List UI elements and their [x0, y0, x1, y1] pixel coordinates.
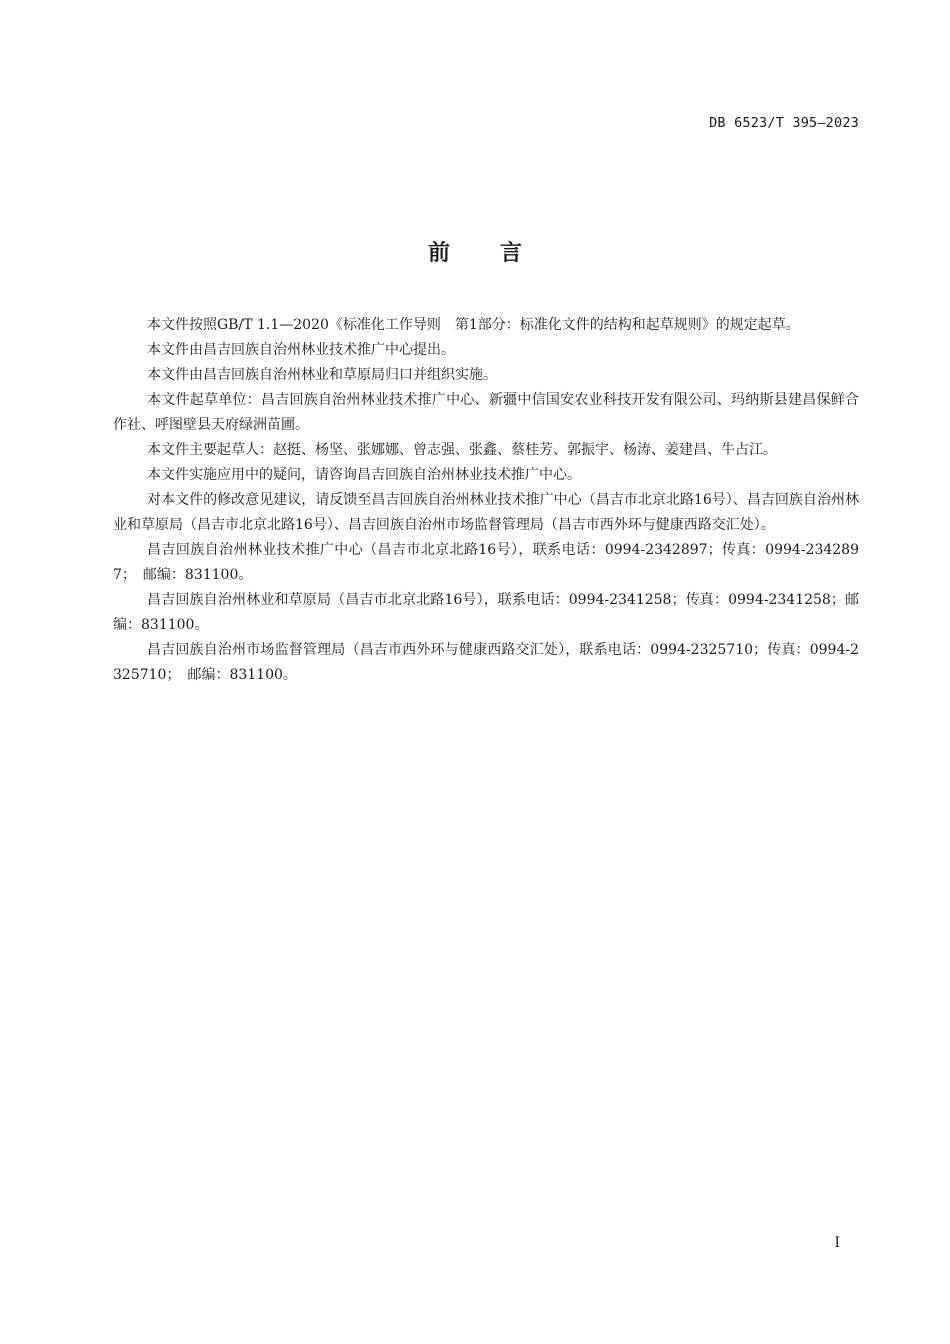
foreword-body — [113, 313, 859, 688]
document-code: DB 6523/T 395—2023 — [709, 115, 859, 131]
paragraph-inquiries: 本文件实施应用中的疑问，请咨询昌吉回族自治州林业技术推广中心。 — [147, 467, 581, 483]
paragraph-drafting-rules: 本文件按照GB/T 1.1—2020《标准化工作导则 第1部分：标准化文件的结构和起草规则》的规定起草。 — [147, 317, 800, 333]
page-number: I — [834, 1235, 840, 1251]
paragraph-proposer: 本文件由昌吉回族自治州林业技术推广中心提出。 — [147, 342, 455, 358]
page-title: 前言 — [427, 241, 572, 266]
paragraph-drafting-units: 本文件起草单位：昌吉回族自治州林业技术推广中心、新疆中信国安农业科技开发有限公司、玛纳斯县建昌保鲜合作社、呼图壁县天府绿洲苗圃。 — [113, 392, 859, 433]
paragraph-contact-market-bureau: 昌吉回族自治州市场监督管理局（昌吉市西外环与健康西路交汇处），联系电话：0994-2325710；传真：0994-2325710； 邮编：831100。 — [113, 642, 859, 683]
paragraph-drafters: 本文件主要起草人：赵挺、杨坚、张娜娜、曾志强、张鑫、蔡桂芳、郭振宇、杨涛、姜建昌、牛占江。 — [147, 442, 777, 458]
paragraph-feedback: 对本文件的修改意见建议，请反馈至昌吉回族自治州林业技术推广中心（昌吉市北京北路16号）、昌吉回族自治州林业和草原局（昌吉市北京北路16号）、昌吉回族自治州市场监督管理局（昌吉市西外环与健康西路交汇处）。 — [113, 492, 859, 533]
paragraph-administrator: 本文件由昌吉回族自治州林业和草原局归口并组织实施。 — [147, 367, 497, 383]
paragraph-contact-forestry-center: 昌吉回族自治州林业技术推广中心（昌吉市北京北路16号），联系电话：0994-2342897；传真：0994-2342897； 邮编：831100。 — [113, 542, 859, 583]
paragraph-contact-forestry-bureau: 昌吉回族自治州林业和草原局（昌吉市北京北路16号），联系电话：0994-2341258；传真：0994-2341258；邮编：831100。 — [113, 592, 859, 633]
